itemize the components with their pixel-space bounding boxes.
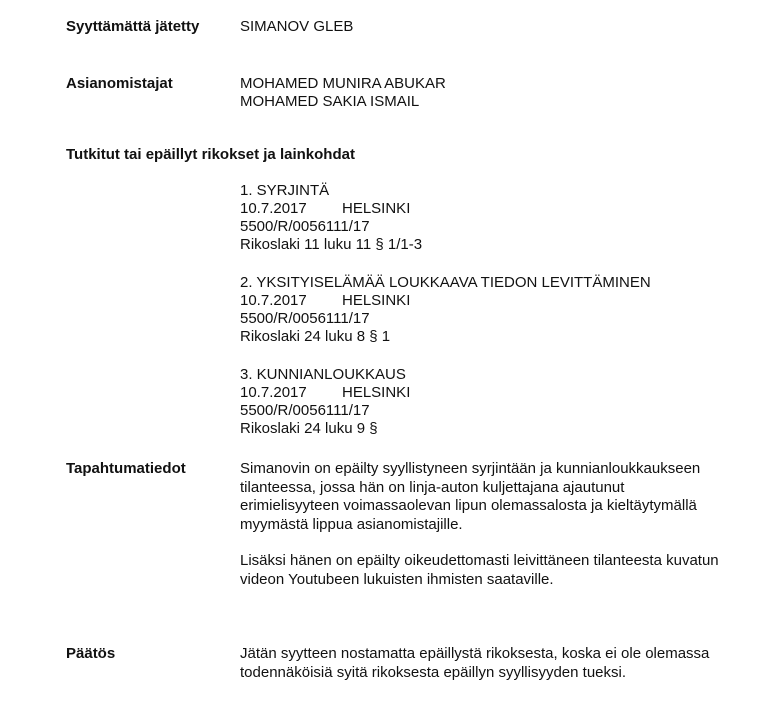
decision-text — [240, 645, 760, 682]
offense-date-place — [240, 384, 410, 402]
offense-date: 10.7.2017 — [240, 384, 307, 401]
offense-case-number: 5500/R/0056111/17 — [240, 218, 370, 235]
facts-paragraph-1 — [240, 460, 760, 534]
defendant-name: SIMANOV GLEB — [240, 18, 354, 35]
facts-line: Simanovin on epäilty syyllistyneen syrjintään ja kunnianloukkaukseen — [240, 460, 701, 477]
facts-line: Lisäksi hänen on epäilty oikeudettomasti leivittäneen tilanteesta kuvatun — [240, 552, 719, 569]
offense-date-place — [240, 200, 422, 218]
offense-place: HELSINKI — [342, 292, 411, 309]
offense-date: 10.7.2017 — [240, 292, 307, 309]
facts-line: tilanteessa, jossa hän on linja-auton kuljettajana ajautunut — [240, 478, 625, 496]
offense-law: Rikoslaki 24 luku 9 § — [240, 420, 378, 437]
complainant-name: MOHAMED MUNIRA ABUKAR — [240, 75, 446, 92]
offense-item — [240, 182, 422, 254]
decision-line: Jätän syytteen nostamatta epäillystä rikoksesta, koska ei ole olemassa — [240, 645, 710, 662]
complainants-label: Asianomistajat — [66, 75, 173, 92]
decision-label: Päätös — [66, 645, 116, 662]
offense-law: Rikoslaki 11 luku 11 § 1/1-3 — [240, 236, 423, 253]
facts-line: erimielisyyteen voimassaolevan lipun olemassalosta ja kieltäytymällä — [240, 497, 697, 514]
decision-line: todennäköisiä syitä rikoksesta epäillyn syyllisyyden tueksi. — [240, 663, 627, 681]
offense-place: HELSINKI — [342, 200, 411, 217]
complainants-list — [240, 75, 446, 111]
offenses-heading: Tutkitut tai epäillyt rikokset ja lainkohdat — [66, 146, 355, 163]
offense-case-number: 5500/R/0056111/17 — [240, 310, 370, 327]
complainant-name: MOHAMED SAKIA ISMAIL — [240, 93, 420, 110]
defendant-label: Syyttämättä jätetty — [66, 18, 200, 35]
offense-law: Rikoslaki 24 luku 8 § 1 — [240, 328, 391, 345]
facts-label: Tapahtumatiedot — [66, 460, 186, 477]
offense-item — [240, 274, 651, 346]
offense-title: 1. SYRJINTÄ — [240, 182, 330, 199]
facts-line: videon Youtubeen lukuisten ihmisten saataville. — [240, 570, 554, 588]
offense-title: 2. YKSITYISELÄMÄÄ LOUKKAAVA TIEDON LEVITTÄMINEN — [240, 274, 651, 291]
offense-date-place — [240, 292, 651, 310]
offense-date: 10.7.2017 — [240, 200, 307, 217]
facts-line: myymästä lippua asianomistajille. — [240, 515, 463, 533]
facts-paragraph-2 — [240, 552, 760, 589]
offense-item — [240, 366, 410, 438]
offense-title: 3. KUNNIANLOUKKAUS — [240, 366, 406, 383]
offense-case-number: 5500/R/0056111/17 — [240, 402, 370, 419]
offense-place: HELSINKI — [342, 384, 411, 401]
